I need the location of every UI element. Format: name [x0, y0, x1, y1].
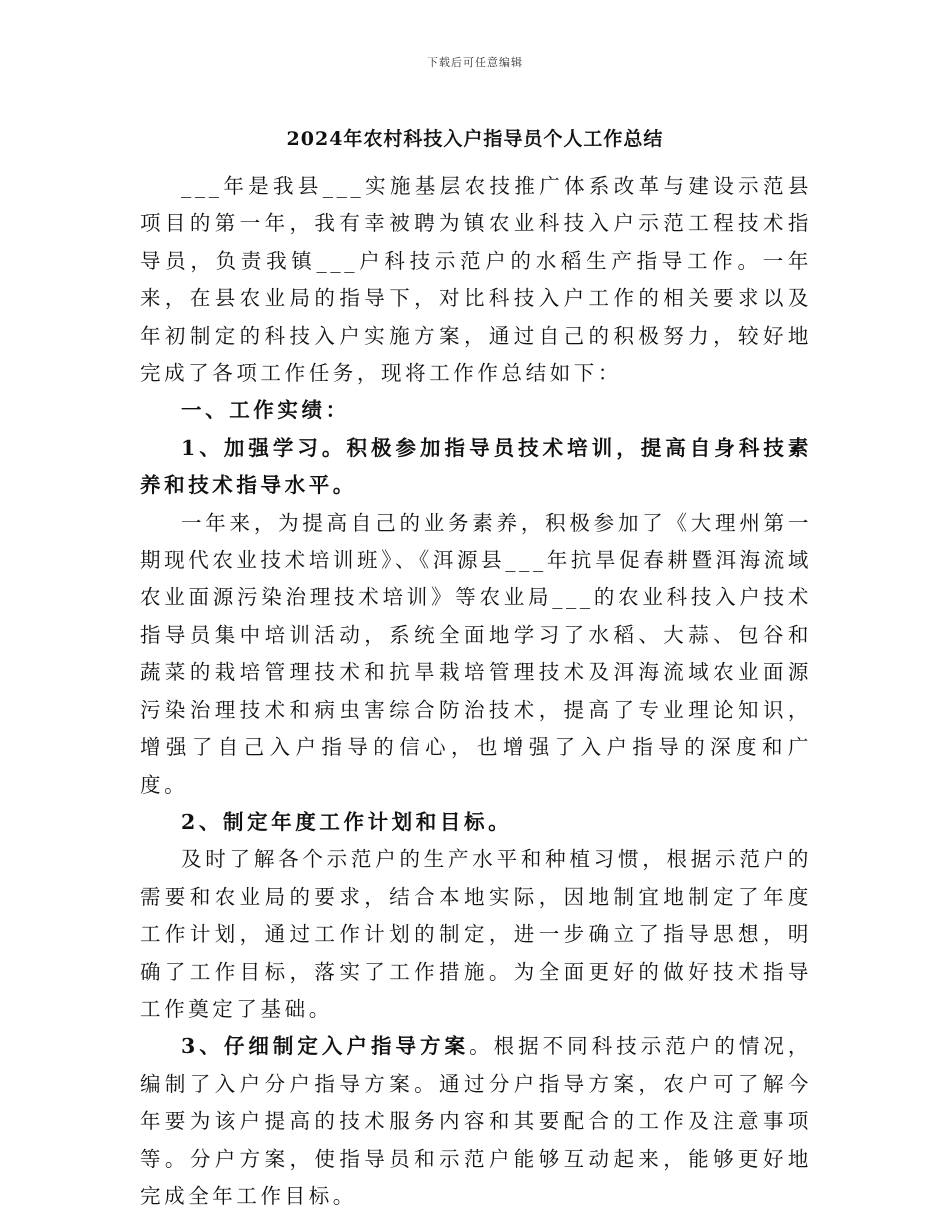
item-1-body: 一年来，为提高自己的业务素养，积极参加了《大理州第一期现代农业技术培训班》、《洱源县___年抗旱促春耕暨洱海流域农业面源污染治理技术培训》等农业局___的农业科技入户技术指导员集中培训活动，系统全面地学习了水稻、大蒜、包谷和蔬菜的栽培管理技术和抗旱栽培管理技术及洱海流域农业面源污染治理技术和病虫害综合防治技术，提高了专业理论知识，增强了自己入户指导的信心，也增强了入户指导的深度和广度。	[140, 510, 812, 797]
item-3-body: 。根据不同科技示范户的情况，编制了入户分户指导方案。通过分户指导方案，农户可了解今年要为该户提高的技术服务内容和其要配合的工作及注意事项等。分户方案，使指导员和示范户能够互动起来，能够更好地完成全年工作目标。	[140, 1034, 813, 1208]
item-3-heading: 3、仔细制定入户指导方案	[181, 1034, 470, 1059]
document-body	[140, 168, 812, 1215]
item-1-heading: 1、加强学习。积极参加指导员技术培训，提高自身科技素养和技术指导水平。	[140, 435, 812, 498]
header-note: 下载后可任意编辑	[427, 56, 523, 69]
document-title: 2024年农村科技入户指导员个人工作总结	[286, 128, 664, 150]
intro-paragraph: ___年是我县___实施基层农技推广体系改革与建设示范县项目的第一年，我有幸被聘为镇农业科技入户示范工程技术指导员，负责我镇___户科技示范户的水稻生产指导工作。一年来，在县农业局的指导下，对比科技入户工作的相关要求以及年初制定的科技入户实施方案，通过自己的积极努力，较好地完成了各项工作任务，现将工作作总结如下：	[140, 174, 812, 386]
item-2-body: 及时了解各个示范户的生产水平和种植习惯，根据示范户的需要和农业局的要求，结合本地实际，因地制宜地制定了年度工作计划，通过工作计划的制定，进一步确立了指导思想，明确了工作目标，落实了工作措施。为全面更好的做好技术指导工作奠定了基础。	[140, 847, 812, 1021]
section-heading-achievements: 一、工作实绩：	[181, 398, 350, 423]
item-3-paragraph	[140, 1028, 812, 1215]
item-2-heading: 2、制定年度工作计划和目标。	[181, 809, 513, 834]
